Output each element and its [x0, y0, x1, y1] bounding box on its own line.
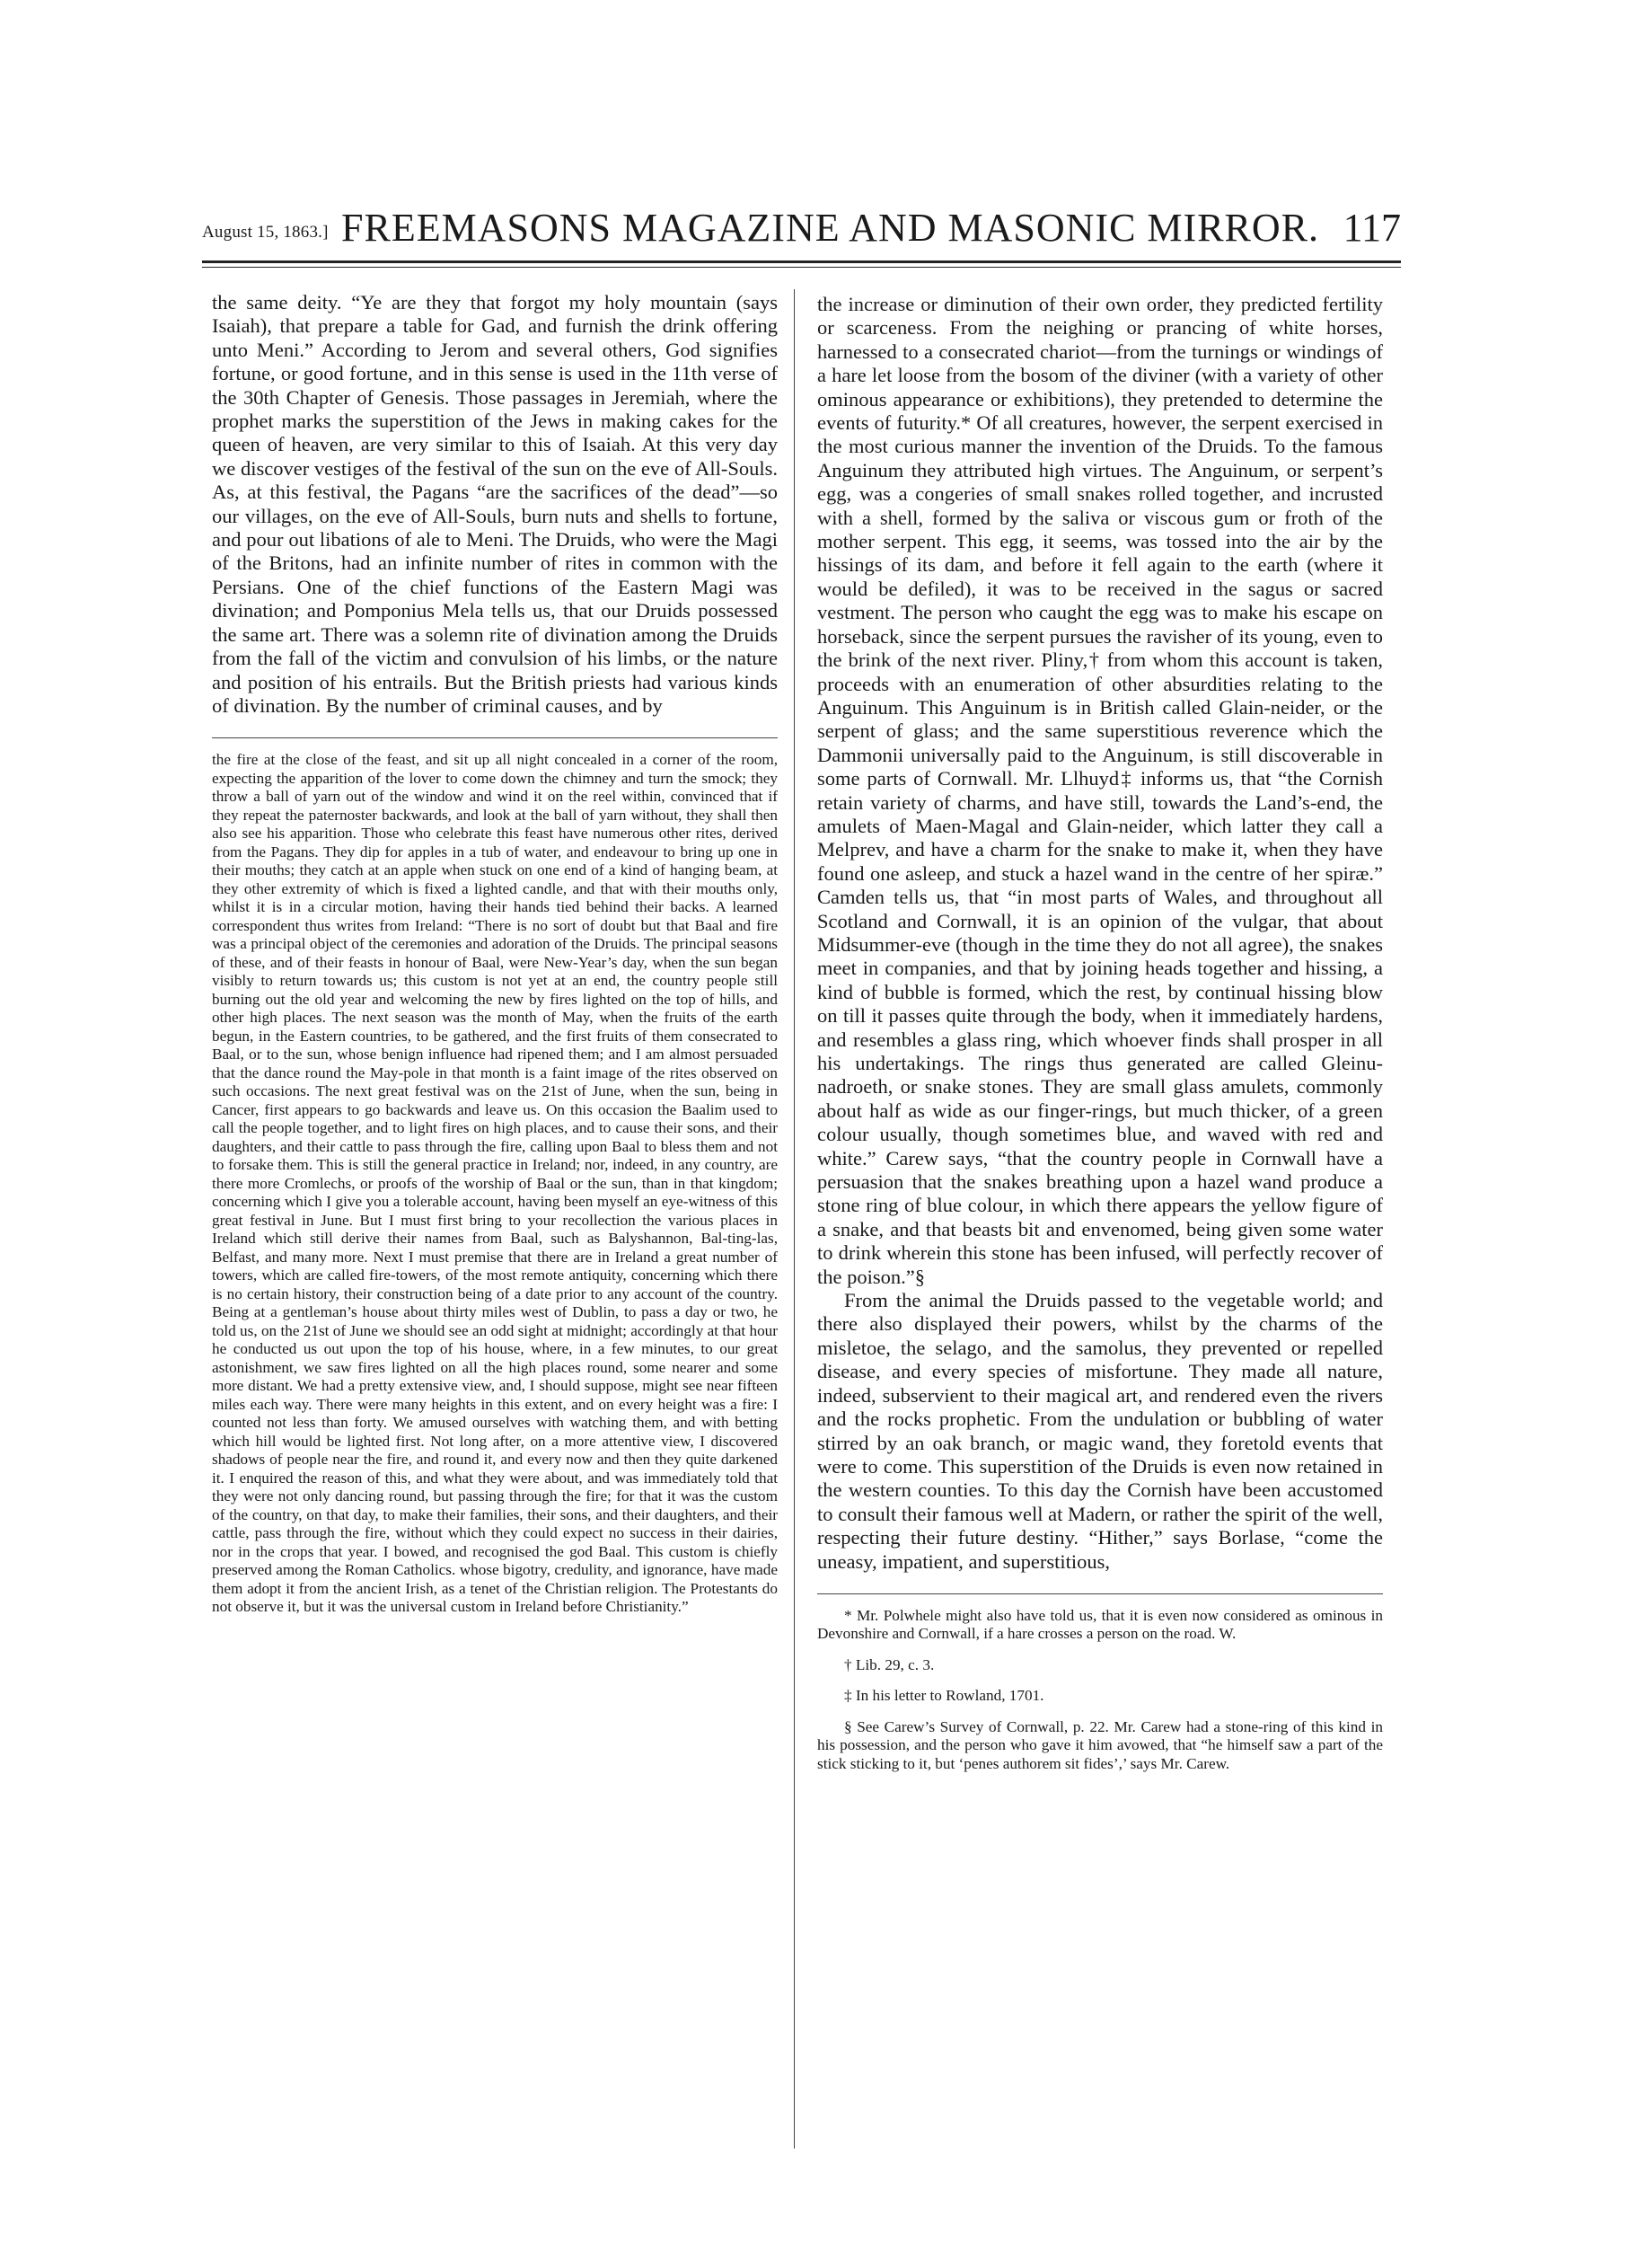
footnote-divider: [212, 737, 778, 738]
footnote: ‡ In his letter to Rowland, 1701.: [844, 1687, 1044, 1705]
paragraph: From the animal the Druids passed to the vegetable world; and there also displayed their powers, whilst by the charms of the misletoe, the selago, and the samolus, they prevented or repelled disease, and every species of misfortune. They made all nature, indeed, subservient to their magical art, and rendered even the rivers and the rocks prophetic. From the undulation or bubbling of water stirred by an oak branch, or magic wand, they foretold events that were to come. This superstition of the Druids is even now retained in the western counties. To this day the Cornish have been accustomed to consult their famous well at Madern, or rather the spirit of the well, respecting their future destiny. “Hither,” says Borlase, “come the uneasy, impatient, and superstitious,: [817, 1289, 1383, 1573]
footnote: § See Carew’s Survey of Cornwall, p. 22. Mr. Carew had a stone-ring of this kind in his possession, and the person who gave it him avowed, that “he himself saw a part of the stick sticking to it, but ‘penes authorem sit fides’,’ says Mr. Carew.: [817, 1717, 1383, 1772]
page-header: [202, 203, 1401, 248]
footnote-divider: [817, 1593, 1383, 1594]
page-number: 117: [1343, 206, 1401, 250]
left-column-footnote: the fire at the close of the feast, and sit up all night concealed in a corner of the room, expecting the apparition of the lover to come down the chimney and turn the smock; they throw a ball of yarn out of the window and wind it on the reel within, convinced that if they repeat the paternoster backwards, and look at the ball of yarn without, they shall then also see his apparition. Those who celebrate this feast have numerous other rites, derived from the Pagans. They dip for apples in a tub of water, and endeavour to bring up one in their mouths; they catch at an apple when stuck on one end of a kind of hanging beam, at they other extremity of which is fixed a lighted candle, and that with their mouths only, whilst it is in a circular motion, having their hands tied behind their backs. A learned correspondent thus writes from Ireland: “There is no sort of doubt but that Baal and fire was a principal object of the ceremonies and adoration of the Druids. The principal seasons of these, and of their feasts in honour of Baal, were New-Year’s day, when the sun began visibly to return towards us; this custom is not yet at an end, the country people still burning out the old year and welcoming the new by fires lighted on the top of hills, and other high places. The next season was the month of May, when the fruits of the earth begun, in the Eastern countries, to be gathered, and the first fruits of them consecrated to Baal, or to the sun, whose benign influence had ripened them; and I am almost persuaded that the dance round the May-pole in that month is a faint image of the rites observed on such occasions. The next great festival was on the 21st of June, when the sun, being in Cancer, first appears to go backwards and leave us. On this occasion the Baalim used to call the people together, and to light fires on high places, and to cause their sons, and their daughters, and their cattle to pass through the fire, calling upon Baal to bless them and not to forsake them. This is still the general practice in Ireland; nor, indeed, in any country, are there more Cromlechs, or proofs of the worship of Baal or the sun, than in that kingdom; concerning which I give you a tolerable account, having been myself an eye-witness of this great festival in June. But I must first bring to your recollection the various places in Ireland which still derive their names from Baal, such as Balyshannon, Bal-ting-las, Belfast, and many more. Next I must premise that there are in Ireland a great number of towers, which are called fire-towers, of the most remote antiquity, concerning which there is no certain history, their construction being of a date prior to any account of the country. Being at a gentleman’s house about thirty miles west of Dublin, to pass a day or two, he told us, on the 21st of June we should see an odd sight at midnight; accordingly at that hour he conducted us out upon the top of his house, where, in a few minutes, to our great astonishment, we saw fires lighted on all the high places round, some nearer and some more distant. We had a pretty extensive view, and, I should suppose, might see near fifteen miles each way. There were many heights in this extent, and on every height was a fire: I counted not less than forty. We amused ourselves with watching them, and with betting which hill would be lighted first. Not long after, on a more attentive view, I discovered shadows of people near the fire, and round it, and every now and then they quite darkened it. I enquired the reason of this, and what they were about, and was immediately told that they were not only dancing round, but passing through the fire; for that it was the custom of the country, on that day, to make their families, their sons, and their daughters, and their cattle, pass through the fire, without which they could expect no success in their dairies, nor in the crops that year. I bowed, and recognised the god Baal. This custom is chiefly preserved among the Roman Catholics. whose bigotry, credulity, and ignorance, have made them adopt it from the ancient Irish, as a tenet of the Christian religion. The Protestants do not observe it, but it was the universal custom in Ireland before Christianity.”: [212, 751, 778, 1616]
right-column-body: [817, 293, 1383, 1574]
left-column-body: the same deity. “Ye are they that forgot my holy mountain (says Isaiah), that prepare a table for Gad, and furnish the drink offering unto Meni.” According to Jerom and several others, God signifies fortune, or good fortune, and in this sense is used in the 11th verse of the 30th Chapter of Genesis. Those passages in Jeremiah, where the prophet marks the superstition of the Jews in making cakes for the queen of heaven, are very similar to this of Isaiah. At this very day we discover vestiges of the festival of the sun on the eve of All-Souls. As, at this festival, the Pagans “are the sacrifices of the dead”—so our villages, on the eve of All-Souls, burn nuts and shells to fortune, and pour out libations of ale to Meni. The Druids, who were the Magi of the Britons, had an infinite number of rites in common with the Persians. One of the chief functions of the Eastern Magi was divination; and Pomponius Mela tells us, that our Druids possessed the same art. There was a solemn rite of divination among the Druids from the fall of the victim and convulsion of his limbs, or the nature and position of his entrails. But the British priests had various kinds of divination. By the number of criminal causes, and by: [212, 291, 778, 717]
issue-date: August 15, 1863.]: [202, 223, 329, 242]
header-rule-thick: [202, 260, 1401, 263]
footnote: † Lib. 29, c. 3.: [844, 1655, 935, 1673]
column-divider: [794, 289, 795, 2149]
header-rule-thin: [202, 267, 1401, 268]
footnote: * Mr. Polwhele might also have told us, that it is even now considered as ominous in Devonshire and Cornwall, if a hare crosses a person on the road. W.: [817, 1606, 1383, 1643]
paragraph: the increase or diminution of their own order, they predicted fertility or scarceness. From the neighing or prancing of white horses, harnessed to a consecrated chariot—from the turnings or windings of a hare let loose from the bosom of the diviner (with a variety of other ominous appearance or exhibitions), they pretended to determine the events of futurity.* Of all creatures, however, the serpent exercised in the most curious manner the invention of the Druids. To the famous Anguinum they attributed high virtues. The Anguinum, or serpent’s egg, was a congeries of small snakes rolled together, and incrusted with a shell, formed by the saliva or viscous gum or froth of the mother serpent. This egg, it seems, was tossed into the air by the hissings of its dam, and before it fell again to the earth (where it would be defiled), it was to be received in the sagus or sacred vestment. The person who caught the egg was to make his escape on horseback, since the serpent pursues the ravisher of its young, even to the brink of the next river. Pliny,† from whom this account is taken, proceeds with an enumeration of other absurdities relating to the Anguinum. This Anguinum is in British called Glain-neider, or the serpent of glass; and the same superstitious reverence which the Dammonii universally paid to the Anguinum, is still discoverable in some parts of Cornwall. Mr. Llhuyd‡ informs us, that “the Cornish retain variety of charms, and have still, towards the Land’s-end, the amulets of Maen-Magal and Glain-neider, which latter they call a Melprev, and have a charm for the snake to make it, when they have found one asleep, and stuck a hazel wand in the centre of her spiræ.” Camden tells us, that “in most parts of Wales, and throughout all Scotland and Cornwall, it is an opinion of the vulgar, that about Midsummer-eve (though in the time they do not all agree), the snakes meet in companies, and that by joining heads together and hissing, a kind of bubble is formed, which the rest, by continual hissing blow on till it passes quite through the body, when it immediately hardens, and resembles a glass ring, which whoever finds shall prosper in all his undertakings. The rings thus generated are called Gleinu-nadroeth, or snake stones. They are small glass amulets, commonly about half as wide as our finger-rings, but much thicker, of a green colour usually, though sometimes blue, and waved with red and white.” Carew says, “that the country people in Cornwall have a persuasion that the snakes breathing upon a hazel wand produce a stone ring of blue colour, in which there appears the yellow figure of a snake, and that beasts bit and envenomed, being given some water to drink wherein this stone has been infused, will perfectly recover of the poison.”§: [817, 293, 1383, 1288]
right-column-footnotes: [817, 1607, 1383, 1774]
right-column: [817, 293, 1383, 1786]
left-column: [212, 291, 778, 1617]
publication-title: FREEMASONS MAGAZINE AND MASONIC MIRROR.: [341, 206, 1320, 250]
